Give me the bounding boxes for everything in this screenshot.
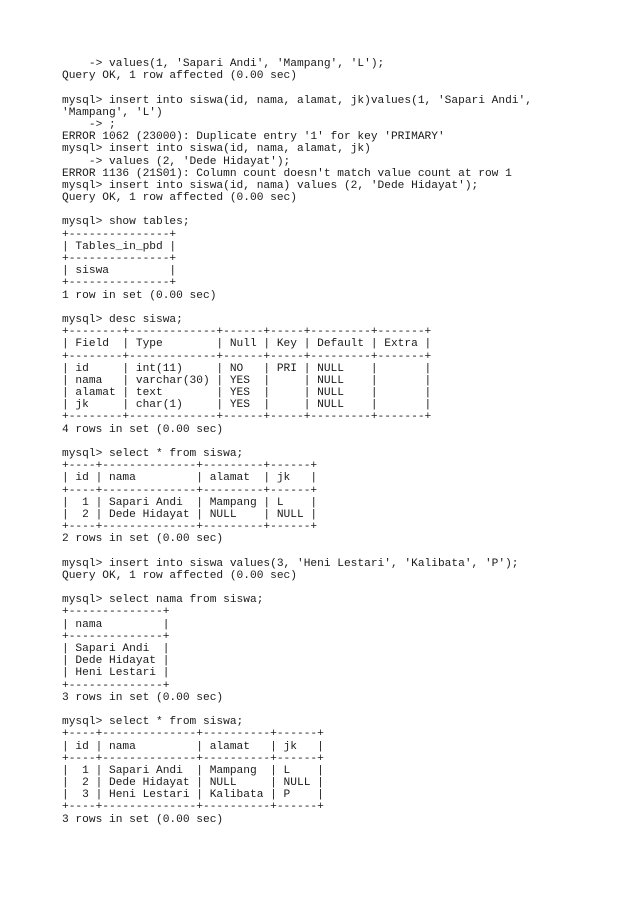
console-line: mysql> insert into siswa(id, nama) values (2, 'Dede Hidayat');: [62, 179, 479, 192]
console-line: +--------------+: [62, 679, 170, 692]
console-line: 2 rows in set (0.00 sec): [62, 533, 224, 546]
console-line: | nama | varchar(30) | YES | | NULL | |: [62, 374, 432, 387]
console-line: mysql> insert into siswa values(3, 'Heni Lestari', 'Kalibata', 'P');: [62, 557, 519, 570]
console-line: | id | nama | alamat | jk |: [62, 472, 318, 485]
console-block: [62, 716, 622, 826]
console-line: | id | nama | alamat | jk |: [62, 740, 324, 753]
console-line: mysql> select * from siswa;: [62, 716, 244, 729]
console-line: 'Mampang', 'L'): [62, 106, 163, 119]
block-spacer: [62, 82, 622, 94]
console-line: | Sapari Andi |: [62, 643, 170, 655]
console-block: [62, 58, 622, 82]
console-line: mysql> insert into siswa(id, nama, alamat, jk): [62, 143, 371, 156]
console-line: mysql> desc siswa;: [62, 313, 183, 326]
block-spacer: [62, 204, 622, 216]
console-line: +----+--------------+---------+------+: [62, 521, 318, 534]
console-line: +--------------+: [62, 630, 170, 643]
console-line: | 1 | Sapari Andi | Mampang | L |: [62, 764, 324, 777]
console-line: -> values (2, 'Dede Hidayat');: [62, 155, 291, 168]
console-line: +----+--------------+----------+------+: [62, 801, 324, 814]
console-line: +--------+-------------+------+-----+---------+-------+: [62, 411, 432, 424]
console-line: Query OK, 1 row affected (0.00 sec): [62, 569, 297, 582]
console-line: | Field | Type | Null | Key | Default | Extra |: [62, 338, 432, 351]
console-block: [62, 95, 622, 205]
console-line: 3 rows in set (0.00 sec): [62, 813, 224, 826]
console-line: 1 row in set (0.00 sec): [62, 289, 217, 302]
console-line: +--------+-------------+------+-----+---------+-------+: [62, 350, 432, 363]
block-spacer: [62, 302, 622, 314]
block-spacer: [62, 546, 622, 558]
console-line: mysql> insert into siswa(id, nama, alamat, jk)values(1, 'Sapari Andi',: [62, 94, 532, 107]
console-line: | jk | char(1) | YES | | NULL | |: [62, 399, 432, 412]
console-line: Query OK, 1 row affected (0.00 sec): [62, 70, 297, 83]
console-line: +----+--------------+---------+------+: [62, 484, 318, 497]
console-line: +----+--------------+----------+------+: [62, 752, 324, 765]
console-block: [62, 314, 622, 436]
console-block: [62, 558, 622, 582]
console-line: | 2 | Dede Hidayat | NULL | NULL |: [62, 508, 318, 521]
block-spacer: [62, 436, 622, 448]
document-page: [62, 58, 622, 826]
console-line: -> values(1, 'Sapari Andi', 'Mampang', 'L');: [62, 58, 385, 70]
console-line: | Dede Hidayat |: [62, 655, 170, 668]
console-line: | nama |: [62, 618, 170, 631]
console-line: +---------------+: [62, 228, 177, 241]
console-line: | id | int(11) | NO | PRI | NULL | |: [62, 362, 432, 375]
block-spacer: [62, 704, 622, 716]
console-line: +----+--------------+---------+------+: [62, 460, 318, 473]
console-line: | 2 | Dede Hidayat | NULL | NULL |: [62, 777, 324, 790]
console-line: mysql> select nama from siswa;: [62, 594, 264, 607]
block-spacer: [62, 582, 622, 594]
console-line: | Tables_in_pbd |: [62, 240, 177, 253]
console-line: | 3 | Heni Lestari | Kalibata | P |: [62, 789, 324, 802]
console-line: Query OK, 1 row affected (0.00 sec): [62, 192, 297, 205]
console-line: +---------------+: [62, 253, 177, 265]
console-line: | alamat | text | YES | | NULL | |: [62, 387, 432, 400]
console-block: [62, 448, 622, 546]
console-line: | 1 | Sapari Andi | Mampang | L |: [62, 496, 318, 509]
console-line: 3 rows in set (0.00 sec): [62, 691, 224, 704]
console-line: 4 rows in set (0.00 sec): [62, 423, 224, 436]
console-line: mysql> select * from siswa;: [62, 448, 244, 460]
console-line: | siswa |: [62, 265, 177, 278]
console-line: +--------+-------------+------+-----+---------+-------+: [62, 326, 432, 339]
console-line: +---------------+: [62, 277, 177, 290]
console-line: +----+--------------+----------+------+: [62, 728, 324, 741]
console-line: mysql> show tables;: [62, 216, 190, 229]
console-block: [62, 216, 622, 301]
console-line: | Heni Lestari |: [62, 667, 170, 680]
console-line: -> ;: [62, 118, 116, 131]
console-line: ERROR 1136 (21S01): Column count doesn't match value count at row 1: [62, 167, 512, 180]
console-line: +--------------+: [62, 606, 170, 619]
console-block: [62, 594, 622, 704]
console-line: ERROR 1062 (23000): Duplicate entry '1' for key 'PRIMARY': [62, 131, 445, 144]
